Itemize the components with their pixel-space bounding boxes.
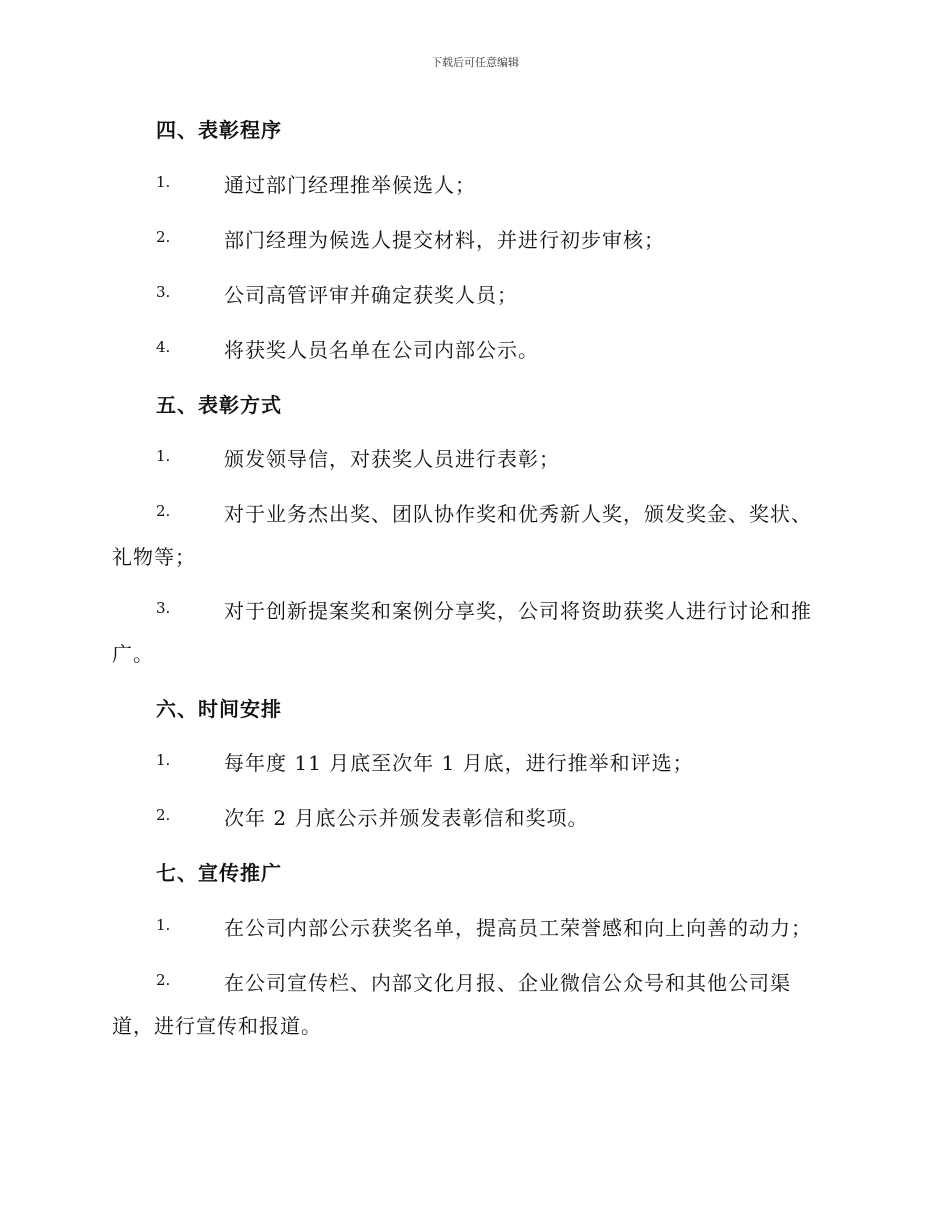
item-number: 4. (156, 338, 171, 356)
item-text-continuation: 道，进行宣传和报道。 (112, 1014, 322, 1038)
item-number: 1. (156, 916, 171, 934)
page-header: 下载后可任意编辑 (431, 56, 519, 69)
item-number: 2. (156, 806, 171, 824)
item-text: 每年度 11 月底至次年 1 月底，进行推举和评选； (224, 751, 694, 775)
item-text: 部门经理为候选人提交材料，并进行初步审核； (224, 228, 665, 252)
item-text: 公司高管评审并确定获奖人员； (224, 283, 518, 307)
item-text: 通过部门经理推举候选人； (224, 173, 476, 197)
item-text: 在公司内部公示获奖名单，提高员工荣誉感和向上向善的动力； (224, 916, 812, 940)
section-heading: 七、宣传推广 (156, 861, 282, 885)
item-number: 3. (156, 599, 171, 617)
item-text-continuation: 礼物等； (112, 545, 196, 569)
item-number: 1. (156, 751, 171, 769)
item-number: 2. (156, 228, 171, 246)
item-number: 1. (156, 447, 171, 465)
item-text-continuation: 广。 (112, 642, 154, 666)
item-text: 对于业务杰出奖、团队协作奖和优秀新人奖，颁发奖金、奖状、 (224, 502, 812, 526)
item-text: 对于创新提案奖和案例分享奖，公司将资助获奖人进行讨论和推 (224, 599, 812, 623)
section-heading: 五、表彰方式 (156, 393, 282, 417)
item-number: 1. (156, 173, 171, 191)
item-text: 将获奖人员名单在公司内部公示。 (224, 338, 539, 362)
section-heading: 六、时间安排 (156, 697, 282, 721)
section-heading: 四、表彰程序 (156, 118, 282, 142)
item-number: 2. (156, 971, 171, 989)
item-text: 次年 2 月底公示并颁发表彰信和奖项。 (224, 806, 589, 830)
item-number: 2. (156, 502, 171, 520)
item-number: 3. (156, 283, 171, 301)
item-text: 在公司宣传栏、内部文化月报、企业微信公众号和其他公司渠 (224, 971, 791, 995)
item-text: 颁发领导信，对获奖人员进行表彰； (224, 447, 560, 471)
